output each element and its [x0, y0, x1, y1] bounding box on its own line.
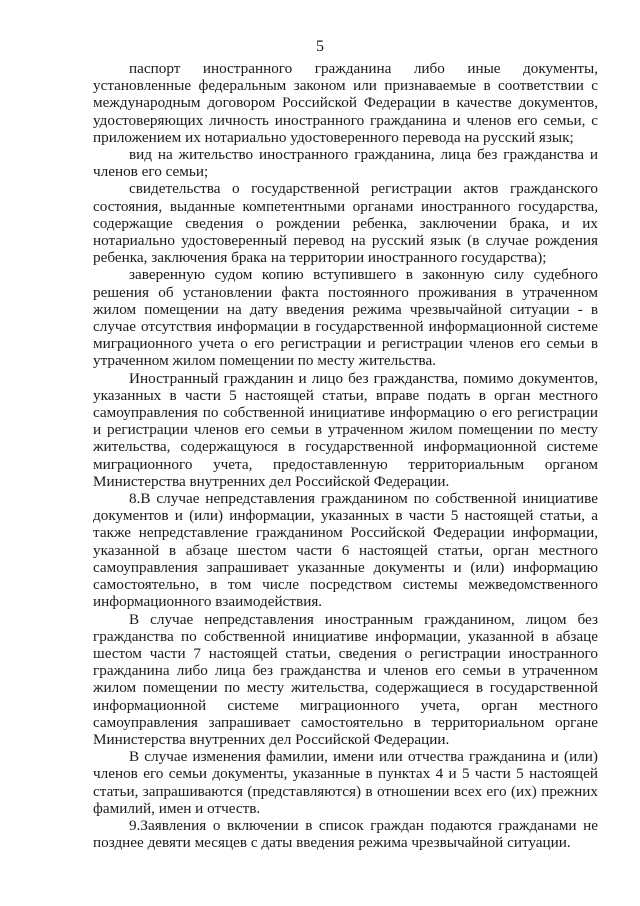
- paragraph-foreign-citizen-information: Иностранный гражданин и лицо без гражданства, помимо документов, указанных в части 5 настоящей статьи, вправе подать в орган местного самоуправления по собственной инициативе информацию о его регистрации и регистрации членов его семьи в утраченном жилом помещении по месту жительства, содержащуюся в государственной информационной системе миграционного учета, предоставленную территориальным органом Министерства внутренних дел Российской Федерации.: [93, 369, 598, 490]
- paragraph-civil-status-certificates: свидетельства о государственной регистрации актов гражданского состояния, выданные компетентными органами иностранного государства, содержащие сведения о рождении ребенка, заключении брака, и их нотариально удостоверенный перевод на русский язык (в случае рождения ребенка, заключения брака на территории иностранного государства);: [93, 180, 598, 267]
- page-number: 5: [316, 38, 324, 55]
- paragraph-passport: паспорт иностранного гражданина либо иные документы, установленные федеральным законом или признаваемые в соответствии с международным договором Российской Федерации в качестве документов, удостоверяющих личность иностранного гражданина и членов его семьи, с приложением их нотариально удостоверенного перевода на русский язык;: [93, 60, 598, 146]
- paragraph-foreign-citizen-nonsubmission: В случае непредставления иностранным гражданином, лицом без гражданства по собственной инициативе информации, указанной в абзаце шестом части 7 настоящей статьи, сведения о регистрации иностранного гражданина либо лица без гражданства и членов его семьи в утраченном жилом помещении по месту жительства, содержащиеся в государственной информационной системе миграционного учета, орган местного самоуправления запрашивает самостоятельно в территориальном органе Министерства внутренних дел Российской Федерации.: [93, 610, 598, 748]
- paragraph-court-decision: заверенную судом копию вступившего в законную силу судебного решения об установлении факта постоянного проживания в утраченном жилом помещении на дату введения режима чрезвычайной ситуации - в случае отсутствия информации в государственной информационной системе миграционного учета о его регистрации и регистрации членов его семьи в утраченном жилом помещении по месту жительства.: [93, 266, 598, 370]
- paragraph-residence-permit: вид на жительство иностранного гражданина, лица без гражданства и членов его семьи;: [93, 146, 598, 181]
- paragraph-section-9: 9.Заявления о включении в список граждан подаются гражданами не позднее девяти месяцев с даты введения режима чрезвычайной ситуации.: [93, 816, 598, 852]
- document-body: [93, 60, 598, 851]
- paragraph-name-change: В случае изменения фамилии, имени или отчества гражданина и (или) членов его семьи документы, указанные в пунктах 4 и 5 части 5 настоящей статьи, запрашиваются (представляются) в отношении всех его (их) прежних фамилий, имен и отчеств.: [93, 748, 598, 817]
- paragraph-section-8: 8.В случае непредставления гражданином по собственной инициативе документов и (или) информации, указанных в части 5 настоящей статьи, а также непредставление гражданином Российской Федерации информации, указанной в абзаце шестом части 6 настоящей статьи, орган местного самоуправления запрашивает указанные документы и (или) информацию самостоятельно, в том числе посредством системы межведомственного информационного взаимодействия.: [93, 490, 598, 611]
